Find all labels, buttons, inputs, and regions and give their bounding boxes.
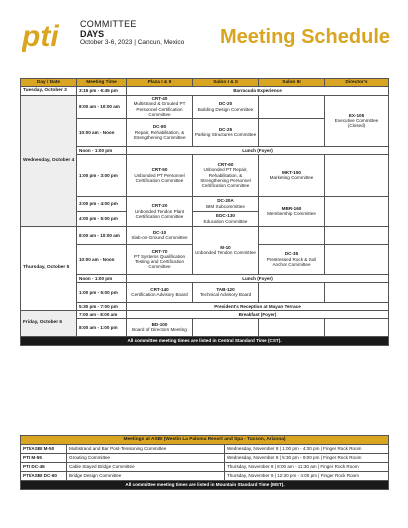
asbi-table: [20, 435, 389, 490]
logo-text: [80, 20, 184, 47]
col-directors-header: Director's: [325, 79, 389, 87]
time-cell: 10:00 am - Noon: [77, 244, 127, 274]
crt70-desc: PT Systems Qualification Testing and Certification Committee: [133, 253, 186, 270]
dc10-code: DC-10: [152, 229, 167, 235]
col-salon3-header: Salon III: [259, 79, 325, 87]
bd100-desc: Board of Directors Meeting: [132, 327, 187, 333]
table-row: [21, 95, 389, 118]
table-row: [21, 226, 389, 244]
day-tuesday: Tuesday, October 3: [21, 86, 77, 95]
time-cell: 5:30 pm - 7:00 pm: [77, 302, 127, 310]
dc25-cell: [193, 118, 259, 146]
table-row: [21, 196, 389, 211]
table-row: [21, 445, 389, 454]
time-cell: 10:00 am - Noon: [77, 118, 127, 146]
m10-desc: Unbonded Tendon Committee: [195, 250, 256, 256]
mkt150-code: MKT-150: [282, 169, 301, 175]
schedule-footer: [21, 336, 389, 345]
dc20a-code: DC-20A: [217, 198, 234, 204]
time-cell: 3:15 pm - 6:45 pm: [77, 86, 127, 95]
asbi-code: PTI/ASBI DC-60: [21, 472, 67, 481]
asbi-when: Thursday, November 9 | 8:00 am - 11:30 am | Finger Rock Room: [225, 463, 389, 472]
mst-note: All committee meeting times are listed in Mountain Standard Time (MST).: [21, 481, 389, 490]
tab120-desc: Technical Advisory Board: [199, 292, 252, 298]
asbi-when: Thursday, November 9 | 12:30 pm - 4:00 pm | Finger Rock Room: [225, 472, 389, 481]
crt60-desc: Unbonded PT Repair, Rehabilitation, & Strengthening Personnel Certification Committee: [200, 167, 251, 189]
crt20-desc: Unbonded Tendon Plant Certification Committee: [134, 208, 185, 219]
svg-text:pti: pti: [22, 20, 59, 53]
table-row: [21, 310, 389, 318]
mkt150-desc: Marketing Committee: [269, 175, 314, 181]
crt70-cell: [127, 244, 193, 274]
mbr160-code: MBR-160: [281, 205, 302, 211]
asbi-name: Cable Stayed Bridge Committee: [67, 463, 225, 472]
schedule-header-row: [21, 79, 389, 87]
event-dates: October 3-6, 2023 | Cancun, Mexico: [80, 39, 185, 46]
dc20-desc: Building Design Committee: [197, 106, 254, 112]
dc35-desc: Prestressed Rock & Soil Anchor Committee: [266, 256, 317, 267]
table-row: [21, 282, 389, 302]
cst-note: All committee meeting times are listed in Central Standard Time (CST).: [21, 336, 389, 345]
table-row: [21, 318, 389, 336]
dc35-code: DC-35: [284, 251, 299, 257]
time-cell: Noon - 1:00 pm: [77, 274, 127, 282]
crt140-cell: [127, 282, 193, 302]
crt50-cell: [127, 154, 193, 196]
crt140-code: CRT-140: [150, 286, 169, 292]
barracuda-event: Barracuda Experience: [127, 86, 389, 95]
schedule-table: [20, 78, 389, 346]
dc20a-desc: BIM Subcommittee: [206, 203, 245, 209]
m10-code: M-10: [220, 244, 231, 250]
crt20-code: CRT-20: [151, 203, 168, 209]
empty-cell: [259, 318, 325, 336]
table-row: [21, 86, 389, 95]
asbi-name: Grouting Committee: [67, 454, 225, 463]
asbi-header-row: [21, 436, 389, 445]
crt50-desc: Unbonded PT Personnel Certification Committee: [134, 172, 185, 183]
mbr160-desc: Membership Committee: [267, 211, 316, 217]
ex105-desc: Executive Committee (Closed): [334, 117, 379, 129]
table-row: [21, 472, 389, 481]
table-row: [21, 454, 389, 463]
empty-cell: [325, 154, 389, 196]
time-cell: 7:00 am - 8:00 am: [77, 310, 127, 318]
committee-label: COMMITTEE: [80, 19, 137, 29]
asbi-name: Multistrand and Bar Post-Tensioning Committee: [67, 445, 225, 454]
dc20-cell: [193, 95, 259, 118]
bd100-cell: [127, 318, 193, 336]
asbi-code: PTI DC-45: [21, 463, 67, 472]
dc20-code: DC-20: [218, 101, 233, 107]
crt40-desc: Multistrand & Grouted PT Personnel Certification Committee: [133, 101, 186, 117]
mbr160-cell: [259, 196, 325, 226]
mkt150-cell: [259, 154, 325, 196]
asbi-when: Wednesday, November 8 | 1:00 pm - 4:30 pm | Finger Rock Room: [225, 445, 389, 454]
crt40-code: CRT-40: [151, 96, 168, 102]
dc25-desc: Parking Structures Committee: [194, 132, 257, 138]
empty-cell: [325, 244, 389, 274]
asbi-title: Meetings at ASBI (Westin La Paloma Resort and Spa - Tucson, Arizona): [21, 436, 389, 445]
presidents-reception: President's Reception at Mayan Terrace: [127, 302, 389, 310]
table-row: [21, 463, 389, 472]
m10-cell: [193, 226, 259, 274]
dc20a-cell: [193, 196, 259, 211]
time-cell: 8:00 am - 10:00 am: [77, 226, 127, 244]
crt50-code: CRT-50: [151, 167, 168, 173]
col-salon12-header: Salon I & II: [193, 79, 259, 87]
table-row: [21, 154, 389, 196]
time-cell: 4:00 pm - 5:00 pm: [77, 211, 127, 226]
asbi-name: Bridge Design Committee: [67, 472, 225, 481]
time-cell: 1:00 pm - 3:00 pm: [77, 154, 127, 196]
dc25-code: DC-25: [218, 126, 233, 132]
edc130-cell: [193, 211, 259, 226]
dc10-cell: [127, 226, 193, 244]
ex105-cell: [325, 95, 389, 146]
crt20-cell: [127, 196, 193, 226]
breakfast-friday: Breakfast (Foyer): [127, 310, 389, 318]
dc80-cell: [127, 118, 193, 146]
day-thursday: Thursday, October 5: [21, 226, 77, 310]
asbi-code: PTI M-55: [21, 454, 67, 463]
header: [22, 18, 390, 64]
tab120-cell: [193, 282, 259, 302]
empty-cell: [193, 318, 259, 336]
dc80-code: DC-80: [152, 124, 167, 130]
asbi-code: PTI/ASBI M-50: [21, 445, 67, 454]
day-wednesday: Wednesday, October 4: [21, 95, 77, 226]
day-friday: Friday, October 6: [21, 310, 77, 336]
time-cell: Noon - 1:00 pm: [77, 146, 127, 154]
bd100-code: BD-100: [151, 321, 168, 327]
empty-cell: [325, 196, 389, 226]
empty-cell: [259, 118, 325, 146]
days-label: DAYS: [80, 29, 105, 39]
empty-cell: [259, 95, 325, 118]
empty-cell: [325, 318, 389, 336]
pti-logo: [22, 18, 78, 54]
asbi-when: Wednesday, November 8 | 5:30 pm - 9:00 pm | Finger Rock Room: [225, 454, 389, 463]
page-title: Meeting Schedule: [219, 26, 390, 48]
crt140-desc: Certification Advisory Board: [131, 292, 188, 298]
tab120-code: TAB-120: [216, 286, 235, 292]
empty-cell: [259, 226, 325, 244]
crt40-cell: [127, 95, 193, 118]
asbi-footer: [21, 481, 389, 490]
col-plaza-header: Plaza I & II: [127, 79, 193, 87]
empty-cell: [325, 282, 389, 302]
lunch-thursday: Lunch (Foyer): [127, 274, 389, 282]
time-cell: 8:00 am - 1:00 pm: [77, 318, 127, 336]
time-cell: 1:00 pm - 5:00 pm: [77, 282, 127, 302]
ex105-code: EX-105: [348, 112, 365, 118]
dc10-desc: Slab-on-Ground Committee: [131, 235, 188, 241]
table-row: [21, 274, 389, 282]
dc35-cell: [259, 244, 325, 274]
lunch-wednesday: Lunch (Foyer): [127, 146, 389, 154]
col-day-header: Day / Date: [21, 79, 77, 87]
empty-cell: [325, 226, 389, 244]
time-cell: 3:00 pm - 4:00 pm: [77, 196, 127, 211]
empty-cell: [259, 282, 325, 302]
time-cell: 8:00 am - 10:00 am: [77, 95, 127, 118]
edc130-desc: Education Committee: [203, 218, 248, 224]
table-row: [21, 302, 389, 310]
dc80-desc: Repair, Rehabilitation, & Strengthening Committee: [133, 129, 186, 140]
table-row: [21, 146, 389, 154]
crt60-code: CRT-60: [217, 161, 234, 167]
edc130-code: EDC-130: [216, 213, 235, 219]
crt60-cell: [193, 154, 259, 196]
col-time-header: Meeting Time: [77, 79, 127, 87]
crt70-code: CRT-70: [151, 248, 168, 254]
